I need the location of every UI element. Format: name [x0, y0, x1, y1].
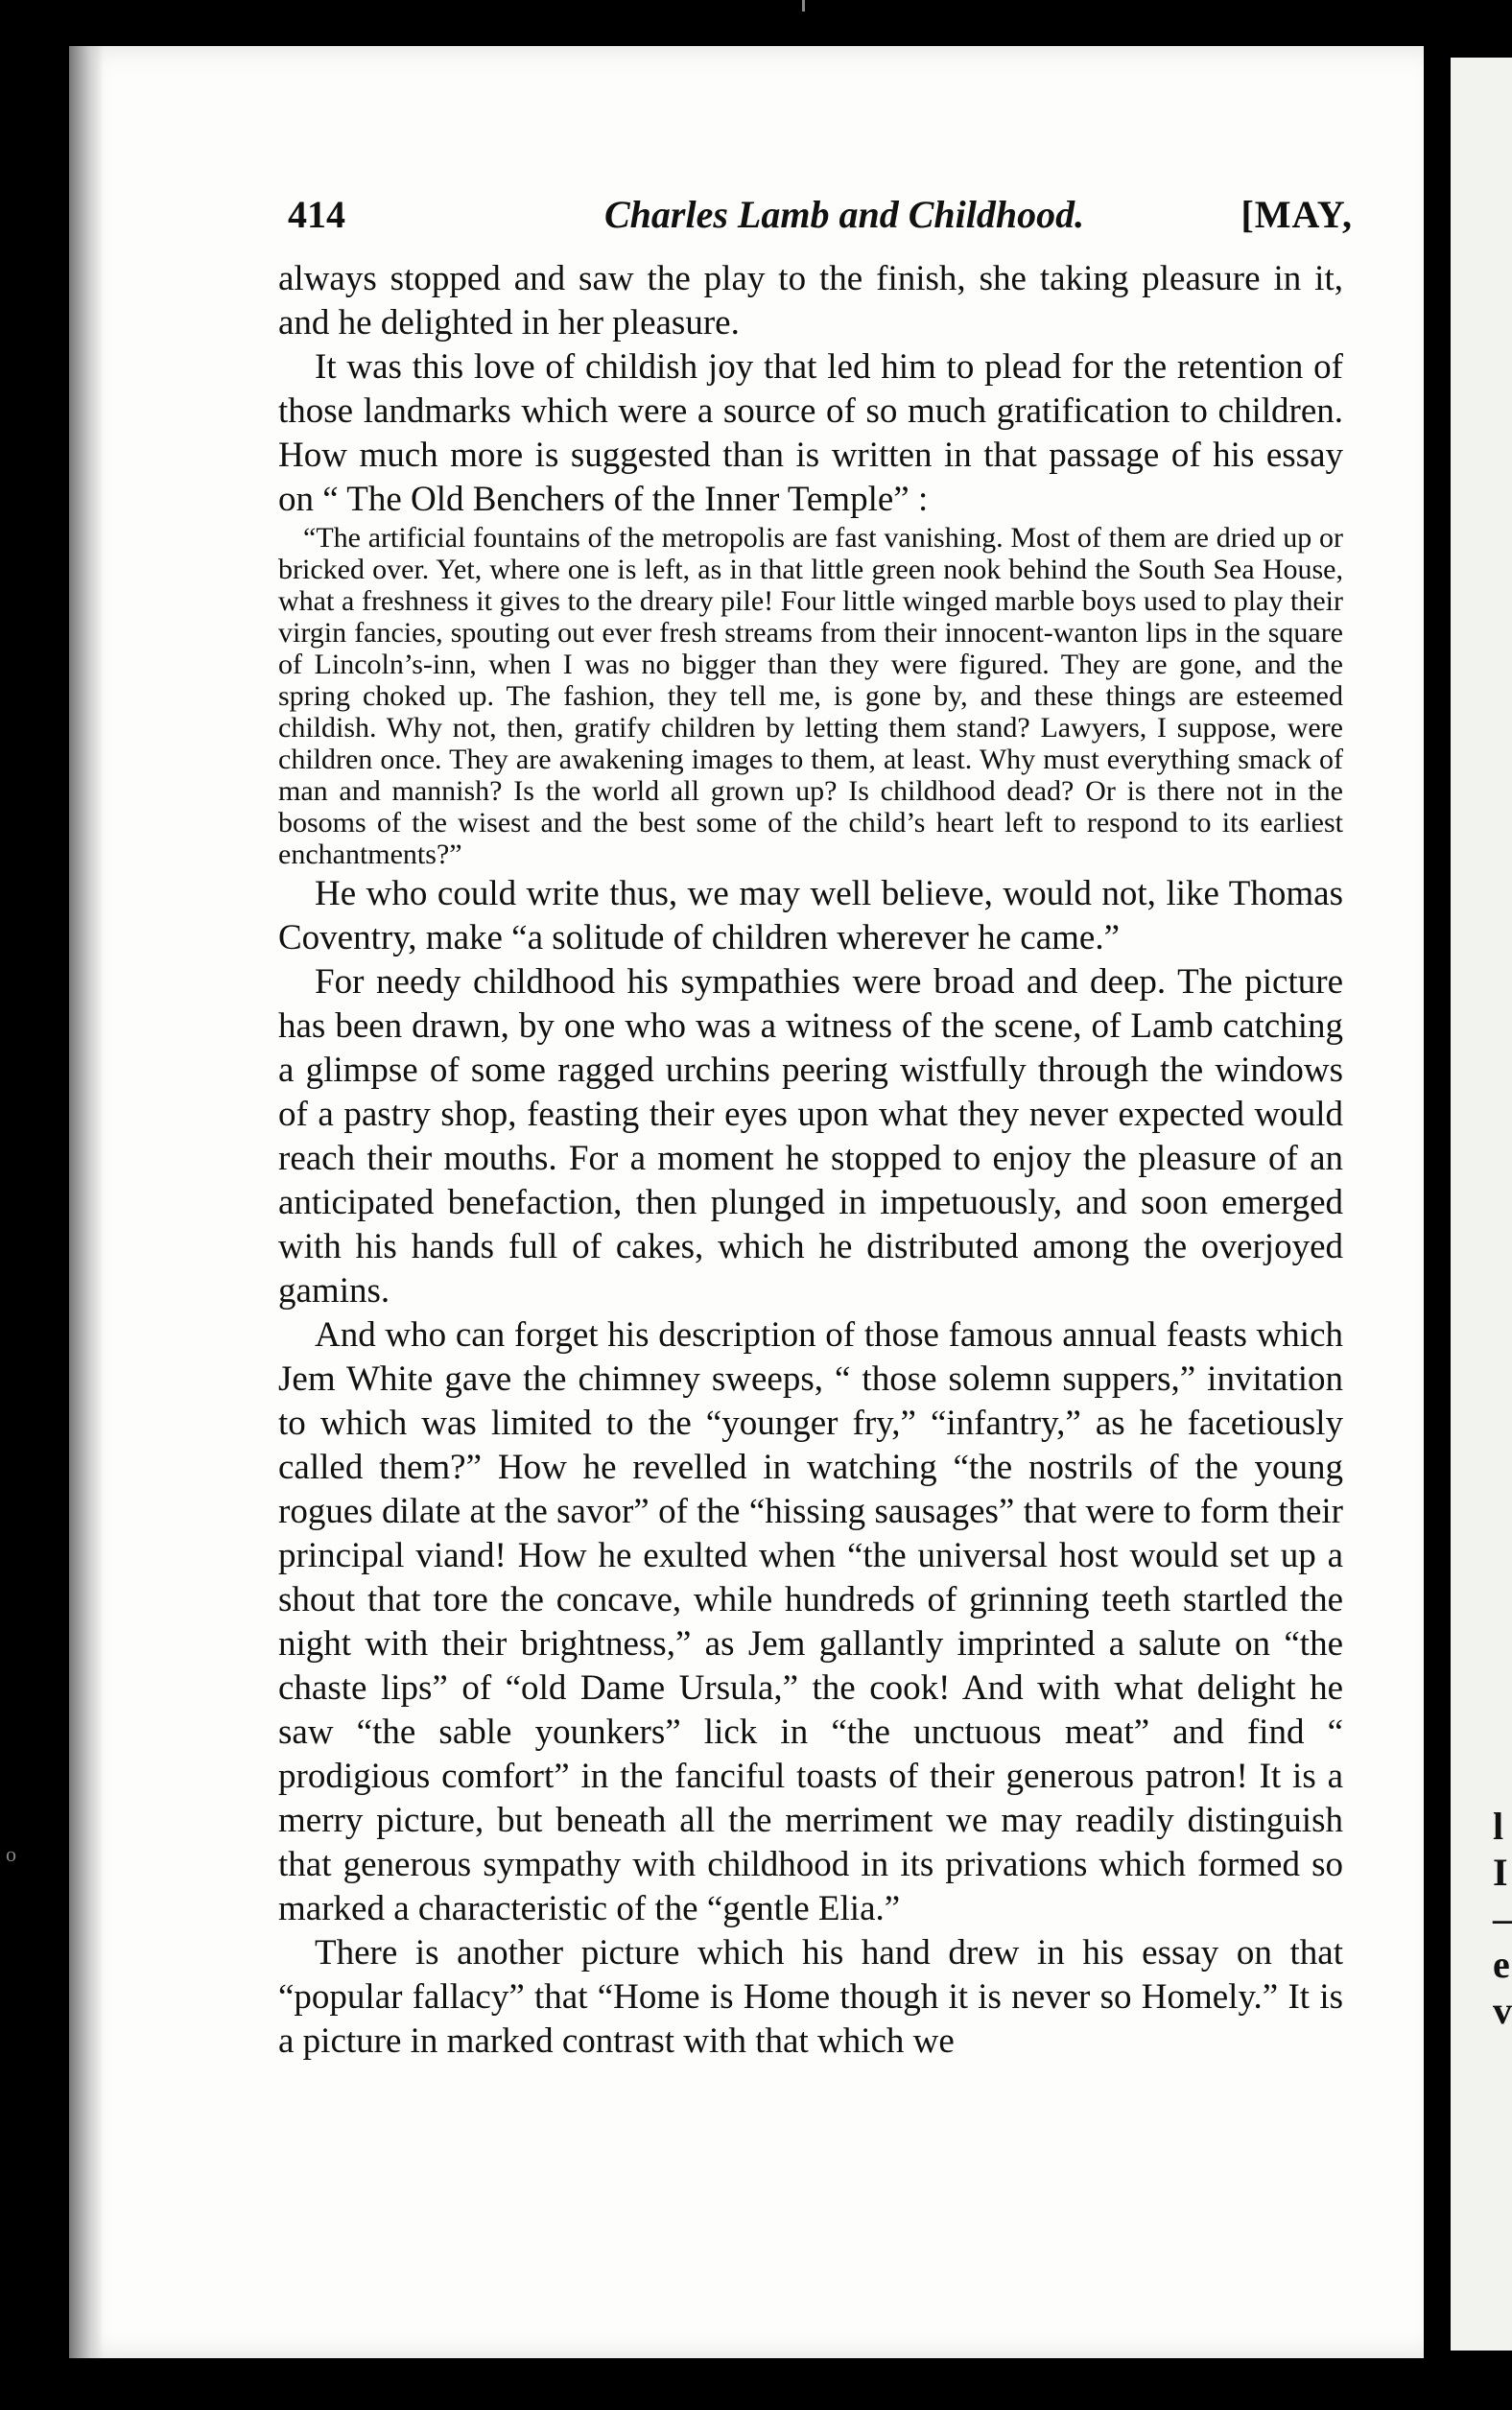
running-header	[288, 192, 1353, 259]
paragraph-1: always stopped and saw the play to the finish, she taking pleasure in it, and he delighted in her pleasure.	[278, 259, 1343, 343]
paragraph-4: For needy childhood his sympathies were broad and deep. The picture has been drawn, by one who was a witness of the scene, of Lamb catching a glimpse of some ragged urchins peering wistfully through the windows of a pastry shop, feasting their eyes upon what they never expected would reach their mouths. For a moment he stopped to enjoy the pleasure of an anticipated benefaction, then plunged in impetuously, and soon emerged with his hands full of cakes, which he distributed among the overjoyed gamins.	[278, 962, 1343, 1311]
page-number: 414	[288, 193, 345, 236]
running-title: Charles Lamb and Childhood.	[604, 193, 1085, 236]
paragraph-6: There is another picture which his hand drew in his essay on that “popular fallacy” that “Home is Home though it is never so Homely.” It is a picture in marked contrast with that which we	[278, 1933, 1343, 2061]
scan-artifact-tick	[802, 0, 805, 12]
paragraph-2: It was this love of childish joy that led him to plead for the retention of those landmarks which were a source of so much gratification to children. How much more is suggested than is written in that passage of his essay on “ The Old Benchers of the Inner Temple” :	[278, 347, 1343, 519]
facing-page-letters: l I – e v	[1493, 1805, 1512, 2032]
block-quote: “The artificial fountains of the metropolis are fast vanishing. Most of them are dried up or bricked over. Yet, where one is left, as in that little green nook behind the South Sea House, what a freshness it gives to the dreary pile! Four little winged marble boys used to play their virgin fancies, spouting out ever fresh streams from their innocent-wanton lips in the square of Lincoln’s-inn, when I was no bigger than they were figured. They are gone, and the spring choked up. The fashion, they tell me, is gone by, and these things are esteemed childish. Why not, then, gratify children by letting them stand? Lawyers, I suppose, were children once. They are awakening images to them, at least. Why must everything smack of man and mannish? Is the world all grown up? Is childhood dead? Or is there not in the bosoms of the wisest and the best some of the child’s heart left to respond to its earliest enchantments?”	[278, 522, 1343, 870]
body-text	[278, 257, 1343, 2064]
left-margin-mark: o	[6, 1842, 16, 1866]
header-date: [MAY,	[1240, 193, 1353, 236]
paragraph-5: And who can forget his description of those famous annual feasts which Jem White gave the chimney sweeps, “ those solemn suppers,” invitation to which was limited to the “younger fry,” “infantry,” as he facetiously called them?” How he revelled in watching “the nostrils of the young rogues dilate at the savor” of the “hissing sausages” that were to form their principal viand! How he exulted when “the universal host would set up a shout that tore the concave, while hundreds of grinning teeth startled the night with their brightness,” as Jem gallantly imprinted a salute on “the chaste lips” of “old Dame Ursula,” the cook! And with what delight he saw “the sable younkers” lick in “the unctuous meat” and find “ prodigious comfort” in the fanciful toasts of their generous patron! It is a merry picture, but beneath all the merriment we may readily distinguish that generous sympathy with childhood in its privations which formed so marked a characteristic of the “gentle Elia.”	[278, 1315, 1343, 1928]
page-gutter	[69, 46, 104, 2358]
paragraph-3: He who could write thus, we may well believe, would not, like Thomas Coventry, make “a solitude of children wherever he came.”	[278, 874, 1343, 957]
